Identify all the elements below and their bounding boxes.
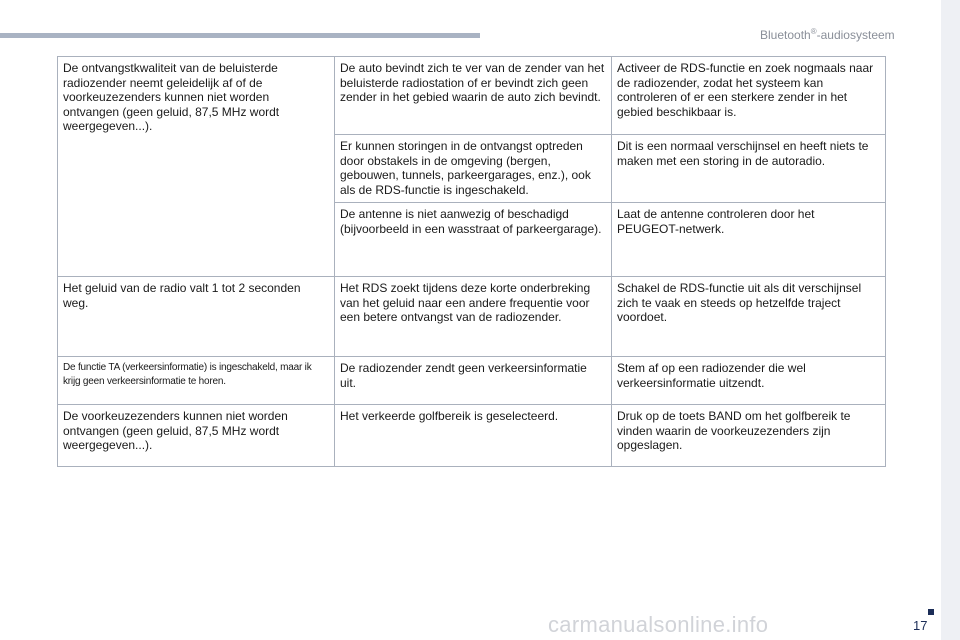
side-margin-bar [941,0,960,640]
table-cell-solution: Stem af op een radiozender die wel verkeersinformatie uitzendt. [612,357,886,405]
table-cell-solution: Dit is een normaal verschijnsel en heeft niets te maken met een storing in de autoradio. [612,135,886,203]
table-cell-question: De voorkeuzezenders kunnen niet worden ontvangen (geen geluid, 87,5 MHz wordt weergegeven...). [58,405,335,467]
table-cell-question: Het geluid van de radio valt 1 tot 2 seconden weg. [58,277,335,357]
watermark: carmanualsonline.info [548,612,769,637]
table-cell-question: De ontvangstkwaliteit van de beluisterde radiozender neemt geleidelijk af of de voorkeuzezenders kunnen niet worden ontvangen (geen geluid, 87,5 MHz wordt weergegeven...). [58,57,335,277]
table-cell-cause: De antenne is niet aanwezig of beschadigd (bijvoorbeeld in een wasstraat of parkeergarage). [335,203,612,277]
table-cell-cause: Er kunnen storingen in de ontvangst optreden door obstakels in de omgeving (bergen, gebouwen, tunnels, parkeergarages, enz.), ook als de RDS-functie is ingeschakeld. [335,135,612,203]
table-cell-solution: Activeer de RDS-functie en zoek nogmaals naar de radiozender, zodat het systeem kan controleren of er een sterkere zender in het gebied beschikbaar is. [612,57,886,135]
page-marker-square [928,609,934,615]
table-row [58,277,886,357]
table-cell-cause: De auto bevindt zich te ver van de zender van het beluisterde radiostation of er bevindt zich geen zender in het gebied waarin de auto zich bevindt. [335,57,612,135]
troubleshooting-table [57,56,886,467]
table-cell-solution: Schakel de RDS-functie uit als dit verschijnsel zich te vaak en steeds op hetzelfde traject voordoet. [612,277,886,357]
table-row [58,57,886,135]
page-header-title: Bluetooth®-audiosysteem [760,27,895,42]
table-row [58,405,886,467]
table-cell-solution: Laat de antenne controleren door het PEUGEOT-netwerk. [612,203,886,277]
page-number: 17 [913,618,928,633]
table-cell-cause: Het verkeerde golfbereik is geselecteerd. [335,405,612,467]
table-row [58,357,886,405]
table-cell-cause: Het RDS zoekt tijdens deze korte onderbreking van het geluid naar een andere frequentie voor een betere ontvangst van de radiozender. [335,277,612,357]
table-cell-cause: De radiozender zendt geen verkeersinformatie uit. [335,357,612,405]
table-cell-question: De functie TA (verkeersinformatie) is ingeschakeld, maar ik krijg geen verkeersinformatie te horen. [58,357,335,405]
header-rule [0,33,480,38]
table-cell-solution: Druk op de toets BAND om het golfbereik te vinden waarin de voorkeuzezenders zijn opgeslagen. [612,405,886,467]
